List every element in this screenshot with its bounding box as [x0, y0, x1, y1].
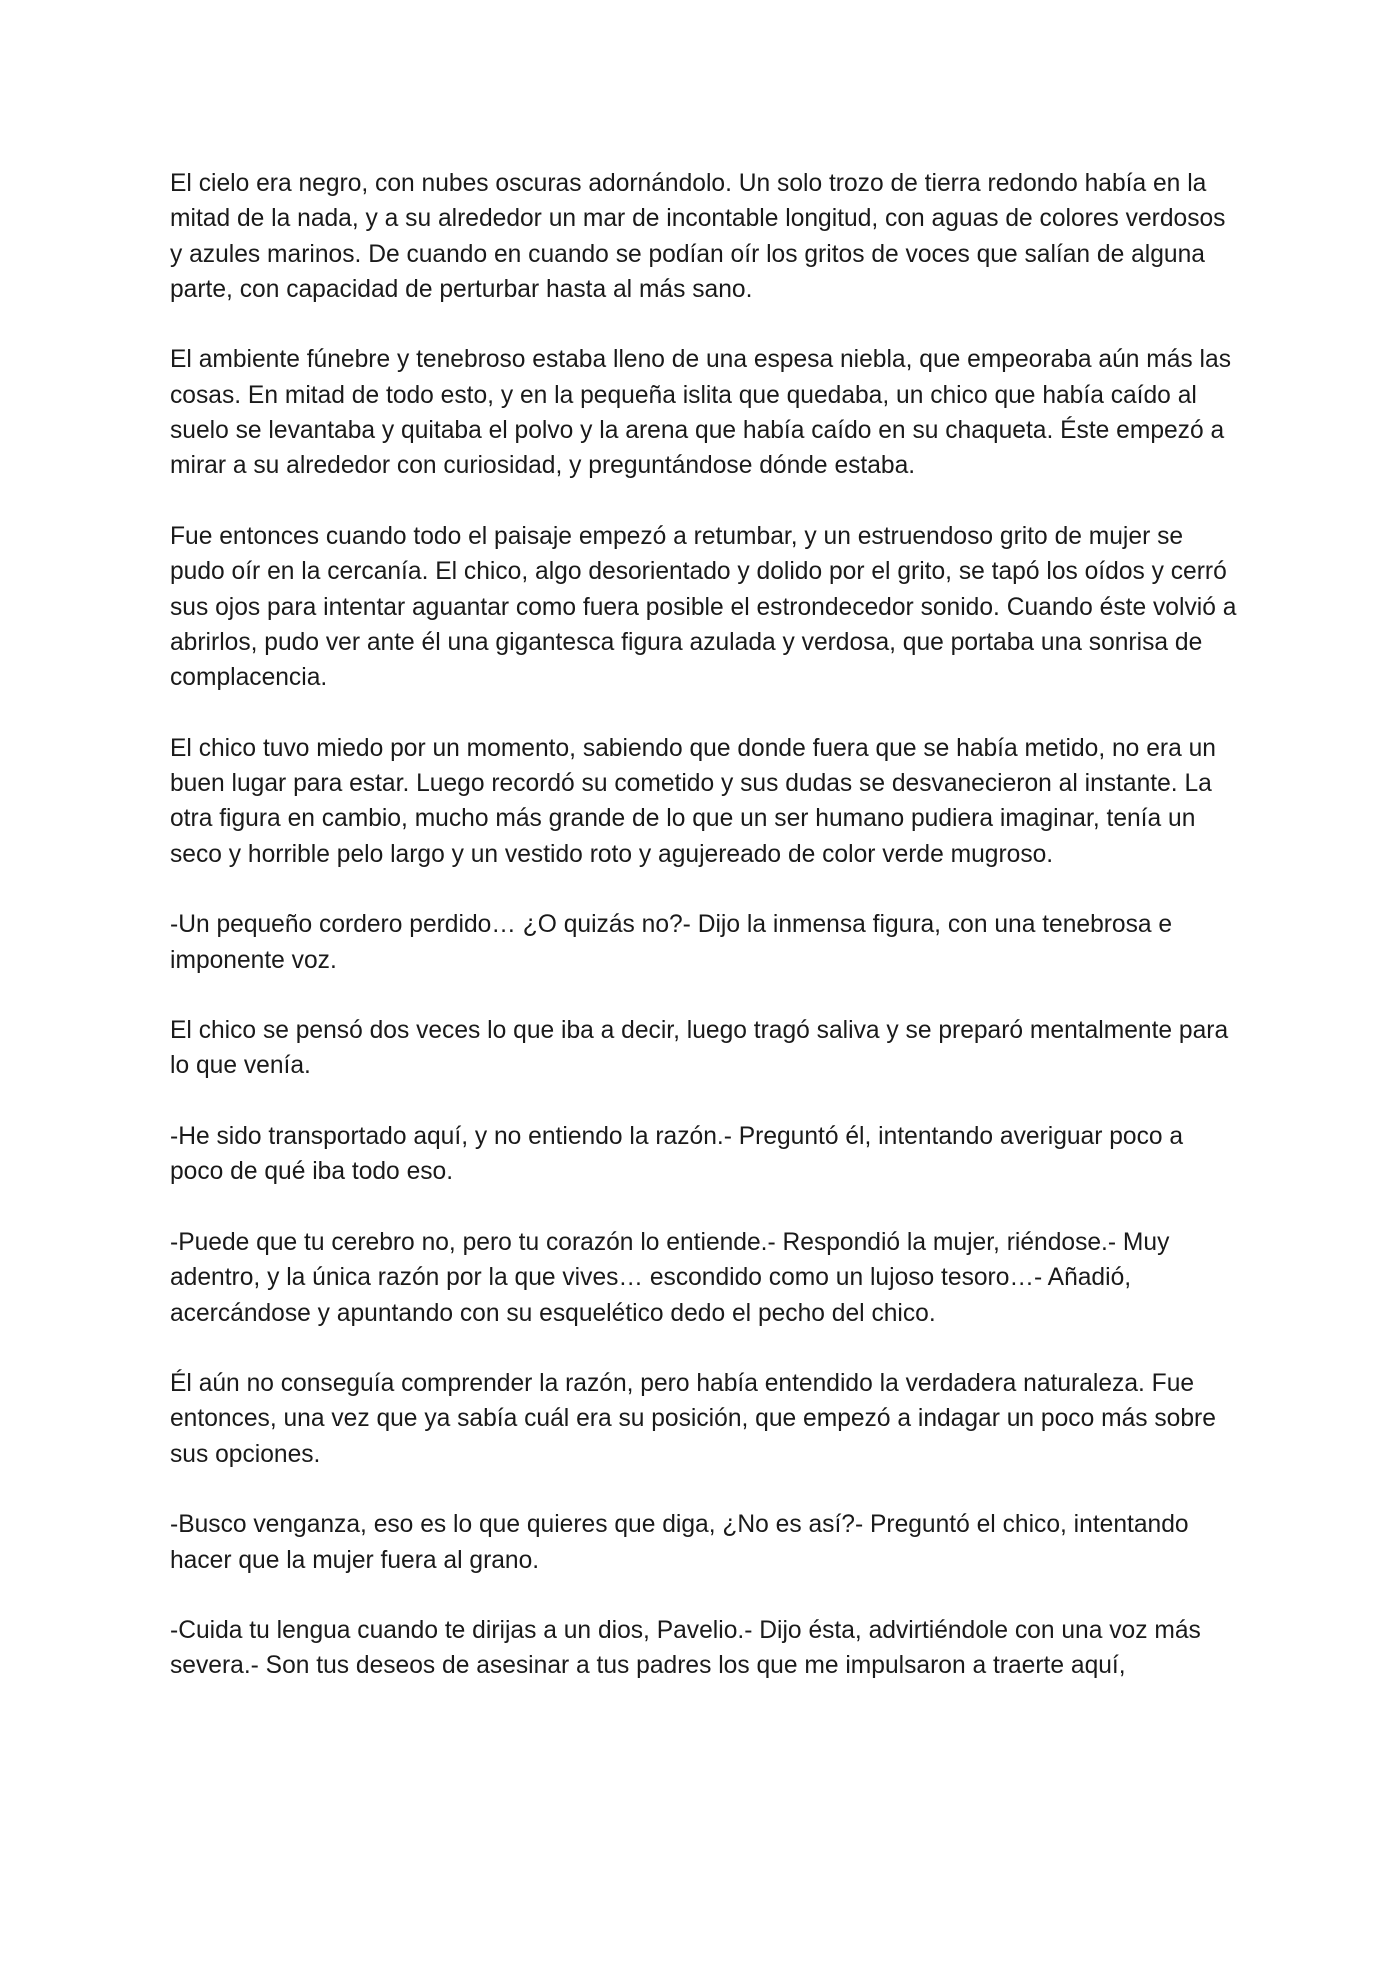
paragraph: El chico tuvo miedo por un momento, sabiendo que donde fuera que se había metido, no era un buen lugar para estar. Luego recordó su cometido y sus dudas se desvanecieron al instante. La otra figura en cambio, mucho más grande de lo que un ser humano pudiera imaginar, tenía un seco y horrible pelo largo y un vestido roto y agujereado de color verde mugroso.: [170, 734, 1216, 868]
dialogue-paragraph: -Cuida tu lengua cuando te dirijas a un dios, Pavelio.- Dijo ésta, advirtiéndole con una voz más severa.- Son tus deseos de asesinar a tus padres los que me impulsaron a traerte aquí,: [170, 1617, 1201, 1680]
paragraph: El cielo era negro, con nubes oscuras adornándolo. Un solo trozo de tierra redondo había en la mitad de la nada, y a su alrededor un mar de incontable longitud, con aguas de colores verdosos y azules marinos. De cuando en cuando se podían oír los gritos de voces que salían de alguna parte, con capacidad de perturbar hasta al más sano.: [170, 170, 1226, 303]
dialogue-paragraph: -Busco venganza, eso es lo que quieres que diga, ¿No es así?- Preguntó el chico, intentando hacer que la mujer fuera al grano.: [170, 1511, 1189, 1574]
paragraph: El ambiente fúnebre y tenebroso estaba lleno de una espesa niebla, que empeoraba aún más las cosas. En mitad de todo esto, y en la pequeña islita que quedaba, un chico que había caído al suelo se levantaba y quitaba el polvo y la arena que había caído en su chaqueta. Éste empezó a mirar a su alrededor con curiosidad, y preguntándose dónde estaba.: [170, 346, 1231, 480]
dialogue-paragraph: -Un pequeño cordero perdido… ¿O quizás no?- Dijo la inmensa figura, con una tenebrosa e imponente voz.: [170, 911, 1173, 974]
dialogue-paragraph: -Puede que tu cerebro no, pero tu corazón lo entiende.- Respondió la mujer, riéndose.- Muy adentro, y la única razón por la que vives… escondido como un lujoso tesoro…- Añadió, acercándose y apuntando con su esquelético dedo el pecho del chico.: [170, 1228, 1170, 1327]
dialogue-paragraph: -He sido transportado aquí, y no entiendo la razón.- Preguntó él, intentando averiguar poco a poco de qué iba todo eso.: [170, 1123, 1184, 1186]
document-body: [170, 166, 1240, 1684]
paragraph: El chico se pensó dos veces lo que iba a decir, luego tragó saliva y se preparó mentalmente para lo que venía.: [170, 1017, 1229, 1080]
paragraph: Fue entonces cuando todo el paisaje empezó a retumbar, y un estruendoso grito de mujer se pudo oír en la cercanía. El chico, algo desorientado y dolido por el grito, se tapó los oídos y cerró sus ojos para intentar aguantar como fuera posible el estrondecedor sonido. Cuando éste volvió a abrirlos, pudo ver ante él una gigantesca figura azulada y verdosa, que portaba una sonrisa de complacencia.: [170, 522, 1237, 692]
paragraph: Él aún no conseguía comprender la razón, pero había entendido la verdadera naturaleza. Fue entonces, una vez que ya sabía cuál era su posición, que empezó a indagar un poco más sobre sus opciones.: [170, 1370, 1216, 1468]
